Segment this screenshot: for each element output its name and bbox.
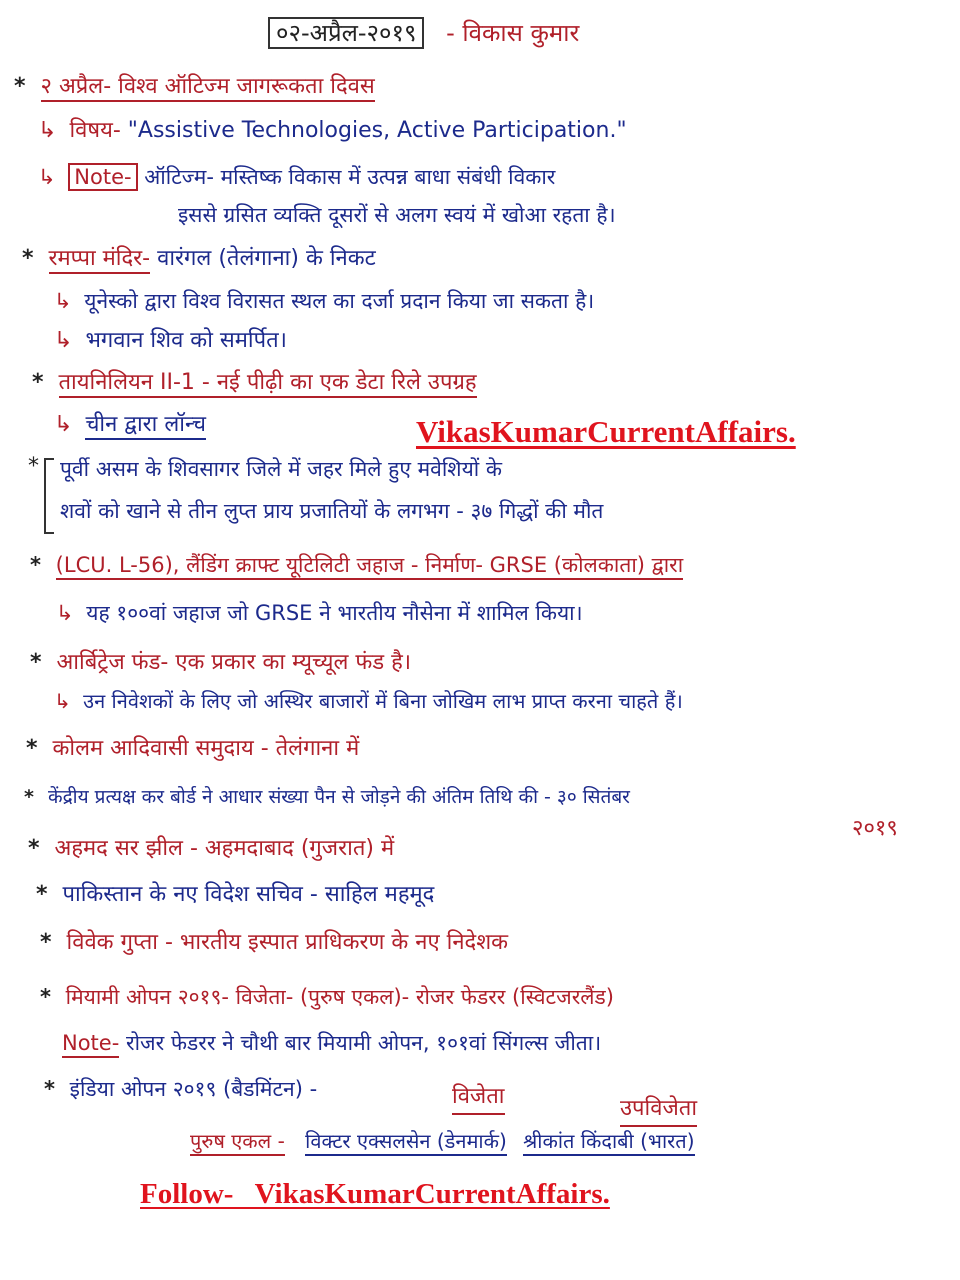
lcu-line2	[56, 598, 583, 628]
ramappa-line1	[54, 286, 594, 316]
arrow-icon: ↳	[38, 165, 56, 189]
bullet-star: *	[44, 1077, 55, 1101]
miami-line1	[40, 982, 614, 1012]
autism-note-line	[38, 162, 555, 192]
miami-note-text: रोजर फेडरर ने चौथी बार मियामी ओपन, १०१वां सिंगल्स जीता।	[125, 1031, 602, 1055]
india-open-col-runner: उपविजेता	[620, 1094, 697, 1127]
miami-note-label: Note-	[62, 1031, 119, 1058]
india-open-title: इंडिया ओपन २०१९ (बैडमिंटन) -	[69, 1077, 318, 1101]
satellite-text1: चीन द्वारा लॉन्च	[85, 412, 206, 440]
bullet-star: *	[30, 650, 42, 675]
bullet-star: *	[22, 246, 34, 271]
satellite-title: तायनिलियन II-1 - नई पीढ़ी का एक डेटा रिले उपग्रह	[59, 370, 477, 398]
ramappa-line2	[54, 326, 287, 356]
ramappa-title: रमप्पा मंदिर-	[49, 246, 151, 274]
lcu-text1: (LCU. L-56), लैंडिंग क्राफ्ट यूटिलिटी जहाज - निर्माण- GRSE (कोलकाता) द्वारा	[56, 553, 684, 580]
kolam-line	[26, 734, 359, 764]
bullet-star: *	[40, 985, 51, 1009]
autism-title-line	[14, 72, 375, 102]
date-text: ०२-अप्रैल-२०१९	[268, 17, 424, 49]
india-open-runner: श्रीकांत किंदाबी (भारत)	[523, 1129, 694, 1156]
note-label: Note-	[68, 163, 137, 191]
bullet-star: *	[28, 454, 39, 479]
bracket-mark	[44, 458, 54, 534]
arrow-icon: ↳	[54, 412, 73, 437]
bullet-star: *	[28, 836, 40, 861]
cbdt-line1	[24, 782, 630, 812]
arrow-icon: ↳	[54, 328, 73, 353]
lcu-text2: यह १००वां जहाज जो GRSE ने भारतीय नौसेना में शामिल किया।	[86, 601, 583, 625]
bullet-star: *	[40, 930, 52, 955]
ahmed-line	[28, 834, 394, 864]
kolam-text: कोलम आदिवासी समुदाय - तेलंगाना में	[52, 736, 360, 761]
date-box	[268, 18, 579, 48]
bullet-star: *	[30, 553, 41, 577]
arbitrage-text2: उन निवेशकों के लिए जो अस्थिर बाजारों में बिना जोखिम लाभ प्राप्त करना चाहते हैं।	[83, 689, 683, 713]
arrow-icon: ↳	[54, 289, 72, 313]
ahmed-text: अहमद सर झील - अहमदाबाद (गुजरात) में	[54, 836, 395, 861]
ramappa-text1: यूनेस्को द्वारा विश्व विरासत स्थल का दर्जा प्रदान किया जा सकता है।	[84, 289, 595, 313]
theme-text: "Assistive Technologies, Active Participation."	[127, 118, 627, 143]
india-open-row	[190, 1126, 695, 1156]
ramappa-text2: भगवान शिव को समर्पित।	[85, 328, 287, 353]
bullet-star: *	[26, 736, 38, 761]
autism-theme-line	[38, 116, 627, 146]
arbitrage-line2	[54, 686, 683, 716]
india-open-winner: विक्टर एक्सलसेन (डेनमार्क)	[305, 1129, 507, 1156]
arrow-icon: ↳	[38, 118, 57, 143]
arbitrage-text1: आर्बिट्रेज फंड- एक प्रकार का म्यूच्यूल फंड है।	[56, 650, 412, 675]
bullet-star: *	[14, 74, 26, 99]
autism-title: २ अप्रैल- विश्व ऑटिज्म जागरूकता दिवस	[41, 74, 375, 102]
arrow-icon: ↳	[54, 689, 71, 713]
vultures-line1: पूर्वी असम के शिवसागर जिले में जहर मिले हुए मवेशियों के	[60, 457, 503, 481]
cbdt-text1: केंद्रीय प्रत्यक्ष कर बोर्ड ने आधार संख्या पैन से जोड़ने की अंतिम तिथि की - ३० सितंबर	[47, 786, 630, 808]
ramappa-location: वारंगल (तेलंगाना) के निकट	[157, 246, 376, 271]
watermark-footer: Follow- VikasKumarCurrentAffairs.	[140, 1178, 610, 1210]
arrow-icon: ↳	[56, 601, 74, 625]
bullet-star: *	[32, 370, 44, 395]
ramappa-title-line	[22, 244, 376, 274]
bullet-star: *	[36, 882, 48, 907]
india-open-title-line	[44, 1074, 317, 1104]
pakistan-text: पाकिस्तान के नए विदेश सचिव - साहिल महमूद	[62, 882, 435, 907]
india-open-row-label: पुरुष एकल -	[190, 1129, 285, 1156]
watermark-mid: VikasKumarCurrentAffairs.	[416, 414, 796, 449]
arbitrage-line1	[30, 648, 411, 678]
satellite-title-line	[32, 368, 477, 398]
theme-label: विषय-	[69, 118, 121, 143]
satellite-line1	[54, 410, 206, 440]
pakistan-line	[36, 880, 434, 910]
autism-note-line2: इससे ग्रसित व्यक्ति दूसरों से अलग स्वयं में खोआ रहता है।	[178, 203, 616, 227]
note-text: ऑटिज्म- मस्तिष्क विकास में उत्पन्न बाधा संबंधी विकार	[144, 165, 556, 189]
miami-note	[62, 1028, 601, 1058]
vultures-line2: शवों को खाने से तीन लुप्त प्राय प्रजातियों के लगभग - ३७ गिद्धों की मौत	[60, 499, 604, 523]
vivek-line	[40, 928, 508, 958]
lcu-line1	[30, 550, 683, 580]
bullet-star: *	[24, 786, 34, 808]
india-open-col-winner: विजेता	[452, 1082, 505, 1115]
miami-text1: मियामी ओपन २०१९- विजेता- (पुरुष एकल)- रोजर फेडरर (स्विटजरलैंड)	[65, 985, 614, 1009]
cbdt-line2: २०१९	[852, 816, 898, 841]
vivek-text: विवेक गुप्ता - भारतीय इस्पात प्राधिकरण के नए निदेशक	[66, 930, 509, 955]
author-name: - विकास कुमार	[446, 19, 580, 47]
